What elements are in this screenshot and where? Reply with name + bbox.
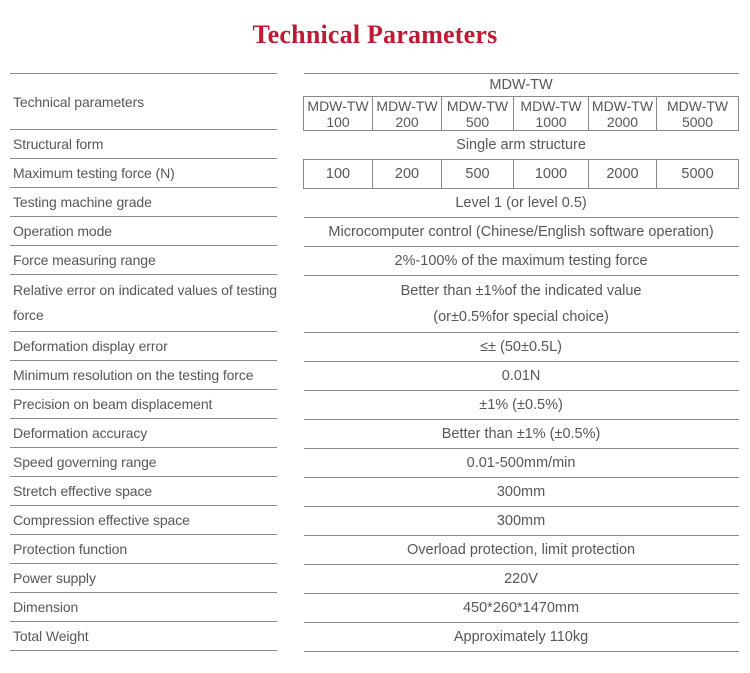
model-header-cell: MDW-TW 500 — [442, 97, 514, 131]
corner-header-cell: Technical parameters — [10, 74, 277, 130]
model-value-cell: 500 — [442, 160, 514, 189]
parameter-value: 0.01-500mm/min — [304, 449, 739, 478]
model-header-cell: MDW-TW 2000 — [589, 97, 657, 131]
parameter-value: 300mm — [304, 507, 739, 536]
parameter-label: Structural form — [10, 130, 277, 159]
series-header-cell: MDW-TW — [304, 74, 739, 97]
model-header-cell: MDW-TW 200 — [373, 97, 442, 131]
parameter-value: ±1% (±0.5%) — [304, 391, 739, 420]
model-header-cell: MDW-TW 5000 — [657, 97, 739, 131]
parameter-label: Precision on beam displacement — [10, 390, 277, 419]
parameter-label: Minimum resolution on the testing force — [10, 361, 277, 390]
parameter-label: Speed governing range — [10, 448, 277, 477]
parameter-labels-table — [10, 73, 277, 651]
parameter-label: Stretch effective space — [10, 477, 277, 506]
parameter-label: Compression effective space — [10, 506, 277, 535]
model-value-cell: 2000 — [589, 160, 657, 189]
model-value-cell: 200 — [373, 160, 442, 189]
parameter-value: Microcomputer control (Chinese/English software operation) — [304, 218, 739, 247]
parameter-value: Level 1 (or level 0.5) — [304, 189, 739, 218]
parameter-value: 300mm — [304, 478, 739, 507]
model-value-cell: 1000 — [514, 160, 589, 189]
parameter-value: 0.01N — [304, 362, 739, 391]
parameter-label: Power supply — [10, 564, 277, 593]
page-title: Technical Parameters — [252, 20, 498, 49]
parameter-label: Force measuring range — [10, 246, 277, 275]
parameter-value: 2%-100% of the maximum testing force — [304, 247, 739, 276]
parameter-label: Operation mode — [10, 217, 277, 246]
model-value-cell: 100 — [304, 160, 373, 189]
parameter-value: 450*260*1470mm — [304, 594, 739, 623]
parameter-label: Testing machine grade — [10, 188, 277, 217]
model-value-cell: 5000 — [657, 160, 739, 189]
parameter-label: Protection function — [10, 535, 277, 564]
parameter-values-table — [303, 73, 739, 652]
parameter-value: ≤± (50±0.5L) — [304, 333, 739, 362]
parameter-value: Approximately 110kg — [304, 623, 739, 652]
model-header-row — [304, 97, 739, 131]
parameter-value: 220V — [304, 565, 739, 594]
parameter-label: Deformation display error — [10, 332, 277, 361]
model-header-cell: MDW-TW 100 — [304, 97, 373, 131]
parameter-label: Relative error on indicated values of testing force — [10, 275, 277, 332]
parameter-label: Dimension — [10, 593, 277, 622]
parameter-label: Deformation accuracy — [10, 419, 277, 448]
technical-parameters-table — [0, 73, 750, 652]
parameter-value: Better than ±1% (±0.5%) — [304, 420, 739, 449]
parameter-value: Better than ±1%of the indicated value (or±0.5%for special choice) — [304, 276, 739, 333]
parameter-label: Total Weight — [10, 622, 277, 651]
model-header-cell: MDW-TW 1000 — [514, 97, 589, 131]
parameter-label: Maximum testing force (N) — [10, 159, 277, 188]
parameter-value: Single arm structure — [304, 131, 739, 160]
parameter-value: Overload protection, limit protection — [304, 536, 739, 565]
